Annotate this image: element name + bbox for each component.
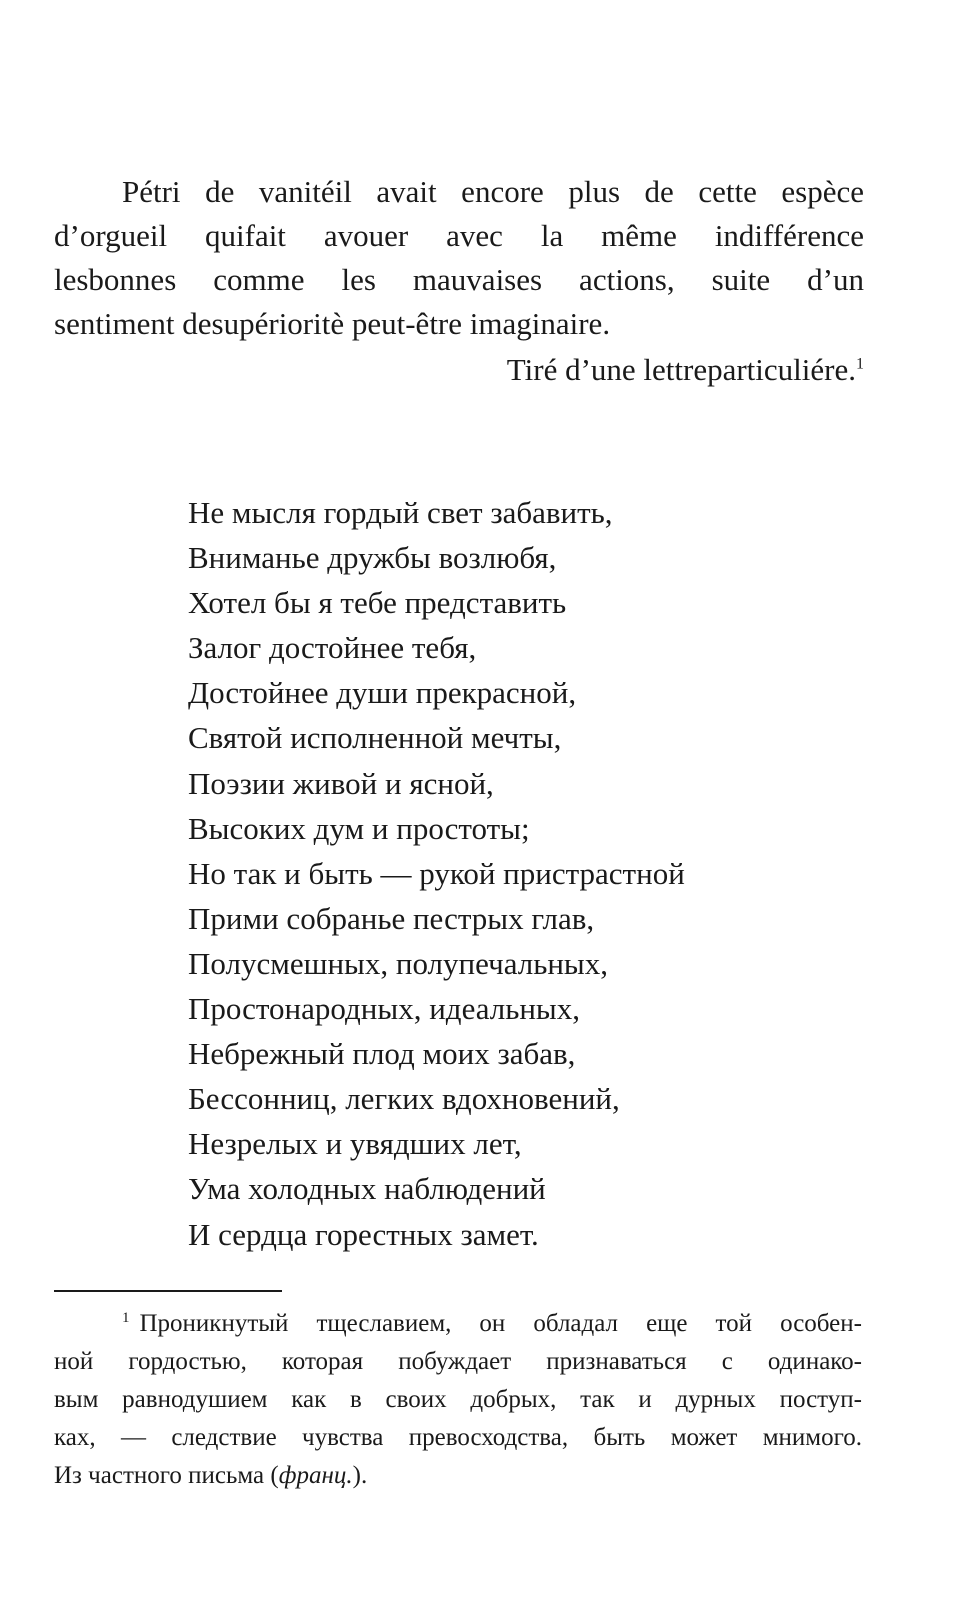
poem-line: И сердца горестных замет. bbox=[188, 1216, 539, 1252]
poem-line: Не мысля гордый свет забавить, bbox=[188, 495, 613, 530]
poem-line: Высоких дум и простоты; bbox=[188, 810, 530, 846]
footnote-mark: 1 bbox=[122, 1309, 130, 1326]
epigraph-source bbox=[54, 348, 864, 392]
poem-line: Вниманье дружбы возлюбя, bbox=[188, 540, 557, 576]
epigraph-source-text: Tiré d’une lettreparticuliére. bbox=[506, 352, 856, 387]
poem-line: Хотел бы я тебе представить bbox=[188, 585, 567, 621]
poem-line: Полусмешных, полупечальных, bbox=[188, 945, 608, 981]
epigraph bbox=[54, 170, 864, 392]
footnote-reference-mark: 1 bbox=[856, 355, 864, 373]
poem-line: Святой исполненной мечты, bbox=[188, 720, 562, 756]
footnote-line: ках, — следствие чувства превосходства, быть может мнимого. bbox=[54, 1424, 862, 1451]
footnote bbox=[54, 1305, 862, 1495]
epigraph-line: lesbonnes comme les mauvaises actions, suite d’un bbox=[54, 262, 864, 297]
footnote-line: вым равнодушием как в своих добрых, так и дурных поступ- bbox=[54, 1386, 862, 1413]
footnote-line: ной гордостью, которая побуждает признаваться с одинако- bbox=[54, 1348, 862, 1375]
poem-line: Но так и быть — рукой пристрастной bbox=[188, 855, 685, 891]
poem-dedication bbox=[188, 490, 685, 1257]
poem-line: Залог достойнее тебя, bbox=[188, 630, 477, 666]
poem-line: Незрелых и увядших лет, bbox=[188, 1126, 522, 1162]
epigraph-line: Pétri de vanitéil avait encore plus de cette espèce bbox=[122, 174, 864, 209]
footnote-line bbox=[54, 1305, 862, 1343]
poem-line: Бессонниц, легких вдохновений, bbox=[188, 1081, 620, 1117]
poem-line: Поэзии живой и ясной, bbox=[188, 765, 494, 801]
poem-line: Небрежный плод моих забав, bbox=[188, 1036, 576, 1072]
epigraph-line: sentiment desupérioritè peut-être imaginaire. bbox=[54, 306, 611, 341]
footnote-source-suffix: ). bbox=[352, 1462, 368, 1489]
epigraph-line: d’orgueil quifait avouer avec la même indifférence bbox=[54, 218, 864, 253]
poem-line: Прими собранье пестрых глав, bbox=[188, 900, 595, 936]
poem-line: Простонародных, идеальных, bbox=[188, 991, 581, 1027]
footnote-line bbox=[54, 1457, 862, 1495]
footnote-line-text: Проникнутый тщеславием, он обладал еще той особен- bbox=[139, 1310, 862, 1337]
footnote-source-prefix: Из частного письма ( bbox=[54, 1462, 279, 1489]
footnote-language-note: франц. bbox=[278, 1462, 353, 1489]
poem-line: Достойнее души прекрасной, bbox=[188, 675, 577, 711]
footnote-divider bbox=[54, 1290, 282, 1292]
poem-line: Ума холодных наблюдений bbox=[188, 1171, 546, 1207]
